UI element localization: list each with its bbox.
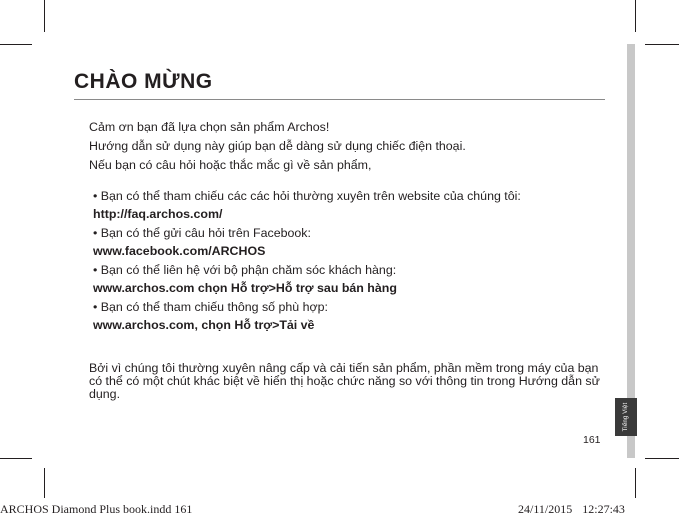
crop-mark-bottom-left-horizontal [0, 458, 32, 459]
page-number: 161 [583, 434, 601, 446]
crop-mark-top-left-horizontal [0, 44, 32, 45]
intro-line-1: Cảm ơn bạn đã lựa chọn sản phẩm Archos! [89, 120, 330, 134]
crop-mark-top-left-vertical [44, 0, 45, 32]
crop-mark-top-right-horizontal [645, 44, 679, 45]
support-item-downloads [93, 298, 328, 334]
crop-mark-bottom-right-horizontal [645, 458, 679, 459]
language-tab-label: Tiếng Việt [623, 402, 629, 432]
closing-paragraph: Bởi vì chúng tôi thường xuyên nâng cấp và cải tiến sản phẩm, phần mềm trong máy của bạn có thể có một chút khác biệt về hiển thị hoặc chức năng so với thông tin trong Hướng dẫn sử dụng. [89, 361, 600, 401]
page-edge-bar [627, 44, 635, 458]
facebook-link[interactable]: www.facebook.com/ARCHOS [93, 244, 266, 258]
intro-line-2: Hướng dẫn sử dụng này giúp bạn dễ dàng sử dụng chiếc điện thoại. [89, 139, 466, 153]
footer-timestamp [518, 502, 625, 517]
support-item-text: • Bạn có thể liên hệ với bộ phận chăm sóc khách hàng: [93, 263, 397, 277]
title-divider [74, 99, 605, 100]
language-tab [615, 398, 637, 436]
footer-file-name: ARCHOS Diamond Plus book.indd 161 [0, 502, 193, 516]
customer-care-link[interactable]: www.archos.com chọn Hỗ trợ>Hỗ trợ sau bán hàng [93, 281, 397, 295]
support-item-faq [93, 187, 521, 223]
support-item-text: • Bạn có thể gửi câu hỏi trên Facebook: [93, 226, 311, 240]
crop-mark-bottom-left-vertical [44, 468, 45, 498]
footer-date: 24/11/2015 [518, 502, 573, 516]
footer-time: 12:27:43 [582, 502, 625, 516]
faq-link[interactable]: http://faq.archos.com/ [93, 207, 223, 221]
support-item-customer-care [93, 261, 397, 297]
support-item-text: • Bạn có thể tham chiếu các các hỏi thường xuyên trên website của chúng tôi: [93, 189, 521, 203]
support-item-text: • Bạn có thể tham chiếu thông số phù hợp: [93, 300, 328, 314]
crop-mark-bottom-right-vertical [635, 468, 636, 498]
support-item-facebook [93, 224, 311, 260]
downloads-link[interactable]: www.archos.com, chọn Hỗ trợ>Tải về [93, 318, 315, 332]
intro-line-3: Nếu bạn có câu hỏi hoặc thắc mắc gì về sản phẩm, [89, 158, 372, 172]
page-title: CHÀO MỪNG [74, 70, 213, 93]
crop-mark-top-right-vertical [635, 0, 636, 32]
